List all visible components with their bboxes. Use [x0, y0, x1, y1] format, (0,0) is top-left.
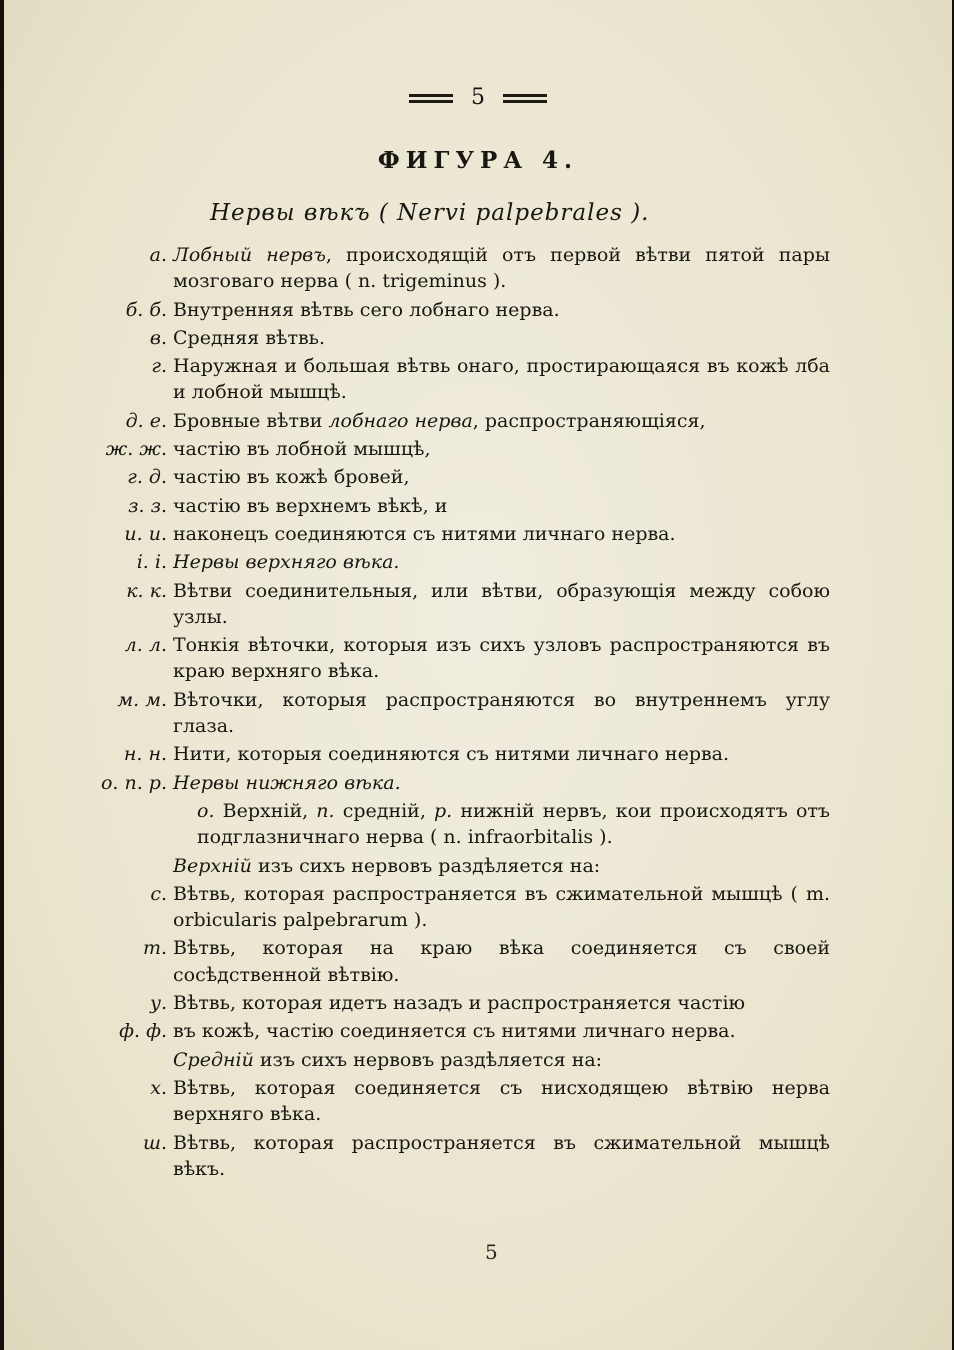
entry-label: і. і.	[136, 551, 167, 574]
text-run: средній,	[334, 799, 435, 822]
entry-label: г.	[151, 355, 167, 378]
legend-entry	[4, 632, 952, 685]
legend-entry	[4, 242, 952, 295]
legend-entry	[4, 549, 952, 575]
italic-term: о.	[197, 799, 215, 822]
entry-label: х.	[150, 1076, 167, 1099]
text-run: Вѣтвь, которая распространяется въ сжимательной мышцѣ вѣкъ.	[173, 1131, 830, 1180]
entry-text	[173, 741, 830, 767]
legend-entry	[4, 687, 952, 740]
entry-label: д. е.	[125, 409, 167, 432]
entry-text	[173, 687, 830, 740]
legend-entry	[4, 325, 952, 351]
legend-entry	[4, 853, 952, 879]
entry-text	[173, 632, 830, 685]
entry-label: у.	[149, 992, 167, 1015]
entry-label: н. н.	[123, 743, 167, 766]
entry-label: ж. ж.	[105, 438, 167, 461]
legend-entry	[4, 990, 952, 1016]
legend-entry	[4, 798, 952, 851]
figure-title: ФИГУРА 4.	[377, 147, 579, 174]
entry-text	[173, 408, 830, 434]
text-run: , распространяющіяся,	[472, 409, 706, 432]
section-subtitle: Нервы вѣкъ ( Nervi palpebrales ).	[210, 200, 650, 226]
entry-label: т.	[142, 937, 167, 960]
text-run: изъ сихъ нервовъ раздѣляется на:	[253, 1048, 603, 1071]
legend-entry	[4, 1018, 952, 1044]
legend-entry	[4, 935, 952, 988]
entry-text	[173, 1075, 830, 1128]
entry-text	[173, 1130, 830, 1183]
page-header	[4, 86, 952, 110]
legend-entry	[4, 770, 952, 796]
entry-text	[173, 464, 830, 490]
legend-entry	[4, 353, 952, 406]
legend-entry	[4, 408, 952, 434]
entry-text	[173, 990, 830, 1016]
legend-entry	[4, 493, 952, 519]
figure-legend	[4, 242, 952, 1184]
italic-term: Средній	[173, 1048, 254, 1071]
page-number: 5	[471, 85, 485, 110]
text-run: наконецъ соединяются съ нитями личнаго нерва.	[173, 522, 676, 545]
entry-text	[173, 297, 830, 323]
legend-entry	[4, 436, 952, 462]
entry-text	[173, 436, 830, 462]
entry-text	[173, 493, 830, 519]
entry-label: о. п. р.	[100, 771, 167, 794]
entry-label: ф. ф.	[119, 1020, 167, 1043]
entry-text	[173, 935, 830, 988]
legend-entry	[4, 1075, 952, 1128]
text-run: Средняя вѣтвь.	[173, 326, 326, 349]
entry-text	[173, 353, 830, 406]
text-run: Вѣтвь, которая соединяется съ нисходящею вѣтвію нерва верхняго вѣка.	[173, 1076, 830, 1126]
text-run: изъ сихъ нервовъ раздѣляется на:	[251, 854, 601, 877]
entry-text	[173, 521, 830, 547]
header-rule-left	[409, 94, 453, 103]
entry-label: м. м.	[117, 688, 167, 711]
italic-term: лобнаго нерва	[328, 409, 473, 432]
entry-label: б. б.	[125, 298, 167, 321]
text-run: Вѣточки, которыя распространяются во внутреннемъ углу глаза.	[173, 688, 830, 738]
entry-text	[173, 770, 830, 796]
text-run: Нити, которыя соединяются съ нитями личнаго нерва.	[173, 743, 730, 766]
entry-label: и. и.	[124, 522, 167, 545]
entry-text	[173, 549, 830, 575]
entry-label: в.	[149, 326, 167, 349]
italic-term: Нервы нижняго вѣка.	[173, 771, 401, 794]
header-rule-right	[503, 94, 547, 103]
text-run: Внутренняя вѣтвь сего лобнаго нерва.	[173, 298, 560, 321]
text-run: Наружная и большая вѣтвь онаго, простирающаяся въ кожѣ лба и лобной мышцѣ.	[173, 355, 830, 404]
text-run: частію въ лобной мышцѣ,	[173, 438, 431, 461]
legend-entry	[4, 741, 952, 767]
italic-term: Лобный нервъ	[173, 244, 326, 266]
entry-label: г. д.	[127, 466, 167, 489]
legend-entry	[4, 1130, 952, 1183]
entry-text	[173, 1018, 830, 1044]
text-run: частію въ кожѣ бровей,	[173, 466, 410, 489]
legend-entry	[4, 297, 952, 323]
italic-term: Нервы верхняго вѣка.	[173, 551, 400, 574]
legend-entry	[4, 578, 952, 631]
text-run: Верхній,	[214, 799, 317, 822]
text-run: въ кожѣ, частію соединяется съ нитями личнаго нерва.	[173, 1020, 736, 1043]
text-run: частію въ верхнемъ вѣкѣ, и	[173, 494, 448, 517]
text-run: Тонкія вѣточки, которыя изъ сихъ узловъ распространяются въ краю верхняго вѣка.	[173, 634, 830, 683]
entry-label: а.	[149, 244, 167, 266]
legend-entry	[4, 881, 952, 934]
entry-text	[173, 325, 830, 351]
entry-label: к. к.	[126, 579, 167, 602]
book-page	[4, 0, 952, 1350]
legend-entry	[4, 1047, 952, 1073]
entry-text	[173, 242, 830, 295]
text-run: Вѣтвь, которая идетъ назадъ и распространяется частію	[173, 992, 746, 1015]
italic-term: Верхній	[173, 854, 252, 877]
entry-label: з. з.	[128, 494, 167, 517]
text-run: Вѣтвь, которая распространяется въ сжимательной мышцѣ ( m. orbicularis palpebrarum ).	[173, 882, 830, 932]
entry-text	[173, 578, 830, 631]
text-run: , происходящій отъ первой вѣтви пятой пары мозговаго нерва ( n. trigeminus ).	[173, 244, 830, 293]
entry-label: с.	[150, 882, 167, 905]
entry-label: л. л.	[124, 634, 167, 657]
legend-entry	[4, 464, 952, 490]
legend-entry	[4, 521, 952, 547]
text-run: нижній нервъ, кои происходятъ отъ подглазничнаго нерва ( n. infraorbitalis ).	[197, 799, 830, 849]
signature-mark: 5	[485, 1240, 498, 1264]
text-run: Бровные вѣтви	[173, 409, 329, 432]
entry-text	[173, 881, 830, 934]
italic-term: п.	[316, 799, 335, 822]
entry-text	[173, 853, 830, 879]
entry-text	[173, 798, 830, 851]
text-run: Вѣтвь, которая на краю вѣка соединяется съ своей сосѣдственной вѣтвію.	[173, 937, 830, 986]
text-run: Вѣтви соединительныя, или вѣтви, образующія между собою узлы.	[173, 579, 830, 628]
entry-label: ш.	[142, 1131, 167, 1154]
entry-text	[173, 1047, 830, 1073]
italic-term: р.	[434, 799, 453, 822]
